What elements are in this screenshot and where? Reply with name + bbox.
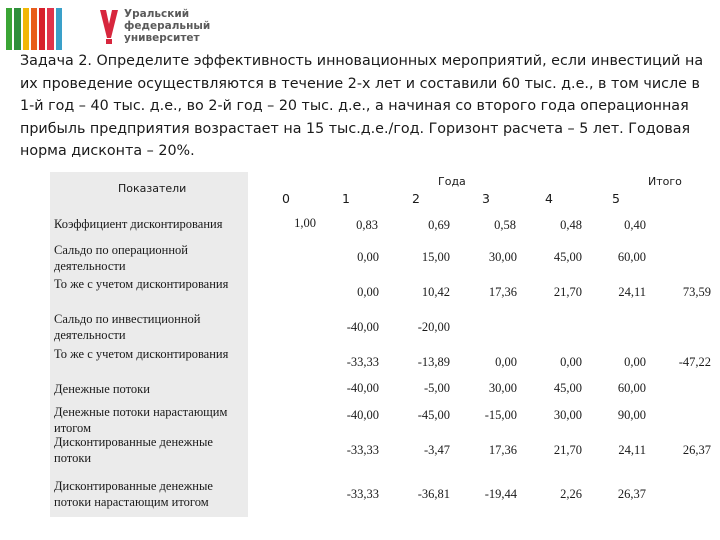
table-cell: 0,00 [624,355,646,369]
year-header: 4 [545,191,553,206]
table-cell: 15,00 [421,250,450,264]
total-header: Итого [648,175,682,188]
table-cell: 90,00 [617,408,646,422]
table-cell: 30,00 [488,381,517,395]
row-label: Дисконтированные денежные потоки нарастающим итогом [54,479,213,509]
year-header: 1 [342,191,350,206]
years-header: Года [438,175,466,188]
row-label: Коэффициент дисконтирования [54,217,223,231]
table-cell: -19,44 [484,487,517,501]
table-cell: 26,37 [617,487,646,501]
row-label: Дисконтированные денежные потоки [54,435,213,465]
table-cell: 24,11 [618,443,646,457]
table-cell: 2,26 [560,487,582,501]
table-cell: 21,70 [553,285,582,299]
table-cell: -33,33 [346,487,379,501]
table-cell: 30,00 [488,250,517,264]
table-cell: 1,00 [294,216,316,230]
table-cell: -13,89 [417,355,450,369]
table-cell: 0,48 [560,218,582,232]
row-label: Сальдо по операционной деятельности [54,243,188,273]
table-cell: -40,00 [346,320,379,334]
table-cell: 10,42 [421,285,450,299]
table-cell: 60,00 [617,381,646,395]
table-cell: -20,00 [417,320,450,334]
row-label: Денежные потоки нарастающим итогом [54,405,228,435]
table-cell: -45,00 [417,408,450,422]
table-cell: -33,33 [346,355,379,369]
table-cell: 45,00 [553,381,582,395]
table-cell: -5,00 [423,381,450,395]
table-cell: -36,81 [417,487,450,501]
table-cell: 30,00 [553,408,582,422]
table-cell: 21,70 [553,443,582,457]
table-cell: 17,36 [488,285,517,299]
table-cell: 0,00 [495,355,517,369]
university-name-line-2: федеральный [124,20,211,32]
task-statement: Задача 2. Определите эффективность инновационных мероприятий, если инвестиций на их проведение осуществляются в течение 2-х лет и составили 60 тыс. д.е., в том числе в 1-й год – 40 тыс. д.е., во 2-й год – 20 тыс. д.е., а начиная со второго года операционная прибыль предприятия возрастает на 15 тыс.д.е./год. Горизонт расчета – 5 лет. Годовая норма дисконта – 20%. [20,53,704,160]
table-cell: -3,47 [423,443,450,457]
table-cell: 0,69 [428,218,450,232]
table-cell: 0,40 [624,218,646,232]
table-cell: -15,00 [484,408,517,422]
table-cell: -40,00 [346,408,379,422]
table-cell: 0,00 [560,355,582,369]
table-total-cell: 73,59 [682,285,711,299]
table-total-cell: 26,37 [682,443,711,457]
table-cell: 0,00 [357,250,379,264]
year-header: 3 [482,191,490,206]
row-label: То же с учетом дисконтирования [54,277,229,291]
table-cell: 17,36 [488,443,517,457]
table-cell: 0,58 [494,218,516,232]
table-cell: 60,00 [617,250,646,264]
table-cell: -33,33 [346,443,379,457]
table-cell: -40,00 [346,381,379,395]
year-header: 5 [612,191,620,206]
table-cell: 45,00 [553,250,582,264]
table-cell: 24,11 [618,285,646,299]
year-header: 0 [282,191,290,206]
table-cell: 0,83 [356,218,378,232]
row-label: Денежные потоки [54,382,150,396]
column-header-indicators: Показатели [118,182,187,195]
year-header: 2 [412,191,420,206]
university-name-line-1: Уральский [124,8,190,20]
university-name-line-3: университет [124,32,200,44]
row-label: То же с учетом дисконтирования [54,347,229,361]
table-total-cell: -47,22 [678,355,711,369]
row-label: Сальдо по инвестиционной деятельности [54,312,201,342]
table-cell: 0,00 [357,285,379,299]
